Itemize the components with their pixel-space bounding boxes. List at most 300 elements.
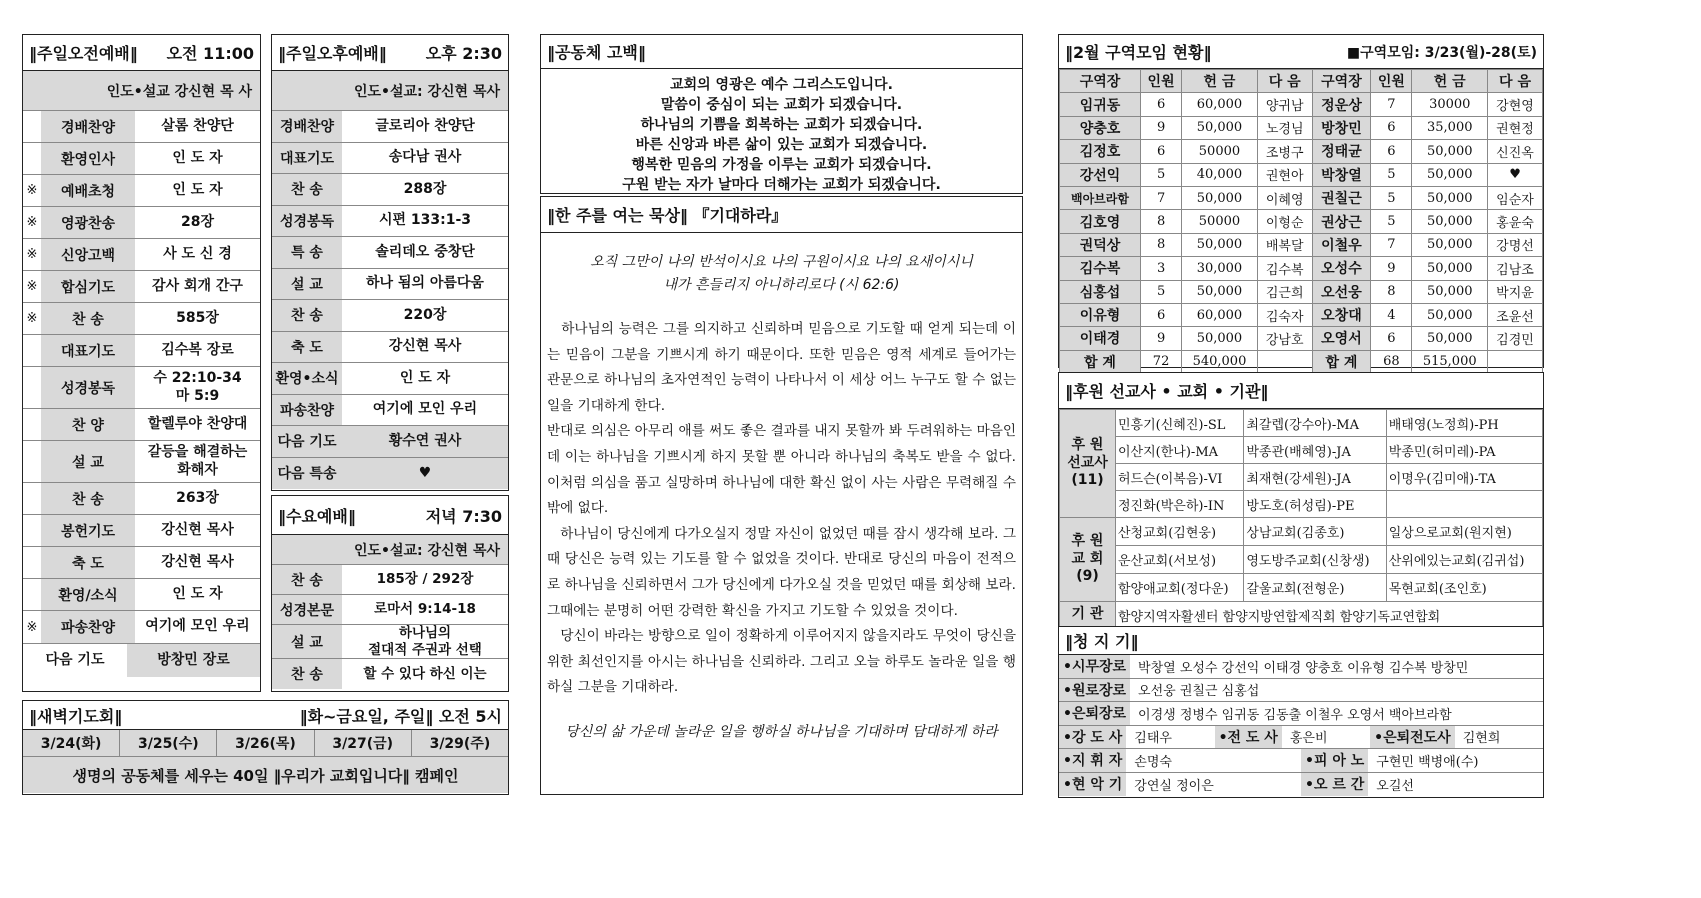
district-leader: 심홍섭	[1060, 280, 1141, 303]
pm-row-value: 인 도 자	[399, 369, 451, 386]
district-notice: ■구역모임: 3/23(월)-28(토)	[1346, 44, 1537, 61]
pm-program-row	[272, 458, 508, 490]
dawn-date: 3/24(화)	[23, 730, 120, 756]
district-cell: 6	[1371, 140, 1412, 163]
org-category: 기 관	[1060, 602, 1116, 629]
dawn-prayer-box	[22, 700, 509, 795]
pm-program	[272, 111, 508, 489]
pm-program-row	[272, 111, 508, 143]
am-row-label: 찬 송	[41, 483, 135, 514]
district-leader: 김수복	[1060, 257, 1141, 280]
district-col-header: 다 음	[1488, 70, 1543, 93]
am-program-row	[23, 483, 260, 515]
district-cell: 50,000	[1412, 257, 1488, 280]
district-cell: 노경님	[1257, 116, 1312, 139]
district-cell: 50,000	[1182, 280, 1258, 303]
district-cell: 조윤선	[1488, 303, 1543, 326]
district-cell: 50,000	[1182, 186, 1258, 209]
missionary-cell: 정진화(박은하)-IN	[1116, 491, 1244, 518]
district-total-cell	[1257, 350, 1312, 373]
district-total-row	[1060, 350, 1543, 373]
dawn-prayer-dates	[23, 730, 508, 757]
district-row	[1060, 93, 1543, 116]
district-cell: 50000	[1182, 140, 1258, 163]
missionary-cell: 박종관(배혜영)-JA	[1244, 437, 1386, 464]
am-row-label: 찬 양	[41, 409, 135, 440]
support-title: ‖후원 선교사 • 교회 • 기관‖	[1065, 382, 1269, 401]
meditation-paragraphs	[547, 317, 1021, 701]
meditation-paragraph: 반대로 의심은 아무리 애를 써도 좋은 결과를 내지 못할까 봐 두려워하는 마음인데 이는 하나님을 기쁘시게 하지 못할 뿐 아니라 하나님의 축복도 받을 수 없다. 이처럼 의심을 품고 실망하며 하나님에 대한 확신 없이 사는 사람은 무력해질 수밖에 없다.	[547, 423, 1021, 517]
am-next-label: 다음 기도	[45, 651, 105, 668]
am-row-value: 할렐루야 찬양대	[147, 415, 248, 432]
confession-line: 말씀이 중심이 되는 교회가 되겠습니다.	[660, 97, 903, 113]
church-cell: 목현교회(조인호)	[1386, 574, 1542, 602]
am-row-mark	[23, 441, 41, 482]
district-cell: 7	[1371, 233, 1412, 256]
pm-program-row	[272, 395, 508, 427]
district-row	[1060, 163, 1543, 186]
district-leader: 오영서	[1312, 327, 1371, 350]
church-row	[1060, 546, 1543, 574]
district-cell: 강명선	[1488, 233, 1543, 256]
district-cell: 양귀남	[1257, 93, 1312, 116]
officer-role-label: •현 악 기	[1059, 773, 1126, 797]
district-leader: 양충호	[1060, 116, 1141, 139]
officer-names: 오길선	[1376, 778, 1414, 794]
officer-role-label: •은퇴전도사	[1370, 726, 1455, 749]
campaign-banner: 생명의 공동체를 세우는 40일 ‖우리가 교회입니다‖ 캠페인	[23, 757, 508, 793]
district-cell: 50,000	[1412, 186, 1488, 209]
district-total-cell: 540,000	[1182, 350, 1258, 373]
missionary-cell: 최재현(강세원)-JA	[1244, 464, 1386, 491]
meditation-box	[540, 196, 1023, 795]
am-row-value: 585장	[176, 309, 219, 326]
officers-header	[1059, 627, 1543, 655]
officer-role-label: •원로장로	[1059, 679, 1130, 702]
am-row-mark	[23, 579, 41, 610]
am-row-label: 영광찬송	[41, 207, 135, 238]
pm-program-row	[272, 206, 508, 238]
am-row-label: 환영인사	[41, 143, 135, 174]
am-row-label: 신앙고백	[41, 239, 135, 270]
district-cell: 50,000	[1412, 210, 1488, 233]
district-cell: 홍윤숙	[1488, 210, 1543, 233]
district-total-cell: 515,000	[1412, 350, 1488, 373]
officer-role-label: •피 아 노	[1301, 749, 1368, 772]
am-row-label: 합심기도	[41, 271, 135, 302]
district-header	[1059, 35, 1543, 69]
dawn-date: 3/25(수)	[120, 730, 217, 756]
am-row-label: 환영/소식	[41, 579, 135, 610]
pm-program-row	[272, 237, 508, 269]
district-cell: 50,000	[1182, 116, 1258, 139]
district-cell: 50,000	[1182, 327, 1258, 350]
district-col-header: 인원	[1371, 70, 1412, 93]
pm-service-box	[271, 34, 509, 491]
pm-program-row	[272, 143, 508, 175]
pm-row-value: 강신현 목사	[388, 338, 462, 354]
pm-row-value: 여기에 모인 우리	[372, 401, 478, 417]
am-row-mark	[23, 483, 41, 514]
am-next-value: 방창민 장로	[127, 644, 260, 677]
district-cell: 50,000	[1412, 233, 1488, 256]
district-cell: 30000	[1412, 93, 1488, 116]
district-cell: 50,000	[1412, 280, 1488, 303]
church-row	[1060, 518, 1543, 546]
meditation-verse-line2: 내가 흔들리지 아니하리로다 (시 62:6)	[663, 277, 900, 293]
district-cell: ♥	[1488, 163, 1543, 186]
pm-row-value: 솔리데오 중창단	[375, 243, 475, 260]
district-cell: 김남조	[1488, 257, 1543, 280]
am-program-row	[23, 441, 260, 483]
am-program-row	[23, 111, 260, 143]
am-row-value: 인 도 자	[172, 181, 223, 198]
am-preacher: 인도•설교 강신현 목 사	[23, 71, 260, 111]
district-leader: 강선익	[1060, 163, 1141, 186]
district-cell: 5	[1140, 163, 1181, 186]
district-cell: 4	[1371, 303, 1412, 326]
meditation-verse-line1: 오직 그만이 나의 반석이시요 나의 구원이시요 나의 요새이시니	[590, 254, 973, 270]
district-col-header: 구역장	[1060, 70, 1141, 93]
am-row-value: 갈등을 해결하는 화해자	[147, 444, 248, 478]
district-leader: 김호영	[1060, 210, 1141, 233]
missionary-cell: 배태영(노정희)-PH	[1386, 410, 1542, 437]
confession-line: 하나님의 기쁨을 회복하는 교회가 되겠습니다.	[640, 117, 923, 133]
am-row-label: 성경봉독	[41, 367, 135, 408]
missionary-cell: 박종민(허미레)-PA	[1386, 437, 1542, 464]
am-row-value: 감사 회개 간구	[152, 277, 243, 294]
meditation-header	[541, 197, 1022, 233]
am-program-row	[23, 207, 260, 239]
support-box	[1058, 372, 1544, 628]
church-cell: 산위에있는교회(김귀섭)	[1386, 546, 1542, 574]
am-service-header	[23, 35, 260, 71]
am-program-row	[23, 271, 260, 303]
missionary-row	[1060, 437, 1543, 464]
district-cell: 8	[1140, 233, 1181, 256]
district-leader: 오선웅	[1312, 280, 1371, 303]
am-program-row	[23, 547, 260, 579]
am-row-mark: ※	[26, 311, 38, 326]
pm-row-label: 축 도	[272, 332, 342, 363]
district-total-cell	[1488, 350, 1543, 373]
wed-program-row	[272, 595, 508, 625]
officers-list	[1059, 655, 1543, 796]
officer-row	[1059, 655, 1543, 679]
wed-row-label: 찬 송	[272, 659, 342, 689]
district-leader: 이철우	[1312, 233, 1371, 256]
district-leader: 오창대	[1312, 303, 1371, 326]
am-row-mark: ※	[26, 619, 38, 635]
pm-row-label: 다음 특송	[272, 458, 342, 490]
district-leader: 백아브라함	[1060, 186, 1141, 209]
district-row	[1060, 140, 1543, 163]
am-row-mark	[23, 409, 41, 440]
missionary-category: 후 원 선교사 (11)	[1060, 410, 1116, 518]
district-cell: 5	[1371, 163, 1412, 186]
district-cell: 5	[1371, 210, 1412, 233]
am-row-value: 인 도 자	[172, 585, 223, 602]
missionary-cell: 최갈렙(강수아)-MA	[1244, 410, 1386, 437]
church-cell: 갈울교회(전형운)	[1244, 574, 1386, 602]
am-row-value: 강신현 목사	[161, 553, 234, 570]
wed-row-value: 할 수 있다 하신 이는	[363, 665, 487, 682]
district-cell: 5	[1371, 186, 1412, 209]
pm-row-label: 파송찬양	[272, 395, 342, 426]
am-row-value: 여기에 모인 우리	[145, 618, 250, 635]
district-leader: 오성수	[1312, 257, 1371, 280]
district-cell: 7	[1371, 93, 1412, 116]
pm-program-row	[272, 269, 508, 301]
am-next-prayer	[23, 643, 260, 677]
district-cell: 60,000	[1182, 93, 1258, 116]
district-col-header: 헌 금	[1412, 70, 1488, 93]
pm-row-label: 설 교	[272, 269, 342, 300]
pm-service-header	[272, 35, 508, 71]
pm-row-value: 288장	[403, 180, 447, 197]
am-row-mark: ※	[26, 183, 38, 198]
officer-names: 구현민 백병애(수)	[1376, 754, 1479, 770]
pm-row-label: 다음 기도	[272, 426, 342, 457]
district-cell: 60,000	[1182, 303, 1258, 326]
dawn-prayer-title: ‖새벽기도회‖	[29, 706, 123, 726]
am-row-label: 파송찬양	[41, 611, 135, 643]
wed-service-time: 저녁 7:30	[425, 506, 502, 526]
officer-names: 손명숙	[1134, 754, 1172, 770]
district-col-header: 구역장	[1312, 70, 1371, 93]
district-col-header: 헌 금	[1182, 70, 1258, 93]
am-row-value: 263장	[176, 489, 219, 506]
officer-row	[1059, 749, 1543, 773]
confession-box	[540, 34, 1023, 194]
pm-row-label: 찬 송	[272, 300, 342, 331]
officer-names: 박창열 오성수 강선익 이태경 양충호 이유형 김수복 방창민	[1138, 660, 1469, 676]
district-table	[1059, 69, 1543, 374]
church-cell: 일상으로교회(원지현)	[1386, 518, 1542, 546]
district-cell: 8	[1140, 210, 1181, 233]
district-total-cell: 합 계	[1060, 350, 1141, 373]
am-row-label: 봉헌기도	[41, 515, 135, 546]
district-cell: 8	[1371, 280, 1412, 303]
pm-row-value: 글로리아 찬양단	[375, 117, 475, 134]
pm-row-label: 경배찬양	[272, 111, 342, 142]
district-cell: 6	[1371, 327, 1412, 350]
officer-names: 김태우	[1134, 731, 1172, 747]
district-cell: 신진옥	[1488, 140, 1543, 163]
am-service-time: 오전 11:00	[166, 44, 254, 63]
officer-role-label: •시무장로	[1059, 655, 1130, 678]
district-cell: 35,000	[1412, 116, 1488, 139]
am-service-box	[22, 34, 261, 692]
org-list: 함양지역자활센터 함양지방연합제직회 함양기독교연합회	[1116, 602, 1543, 629]
pm-row-label: 찬 송	[272, 174, 342, 205]
district-leader: 임귀동	[1060, 93, 1141, 116]
pm-program-row	[272, 174, 508, 206]
pm-service-time: 오후 2:30	[425, 44, 502, 63]
church-cell: 운산교회(서보성)	[1116, 546, 1244, 574]
district-leader: 권칠근	[1312, 186, 1371, 209]
pm-row-label: 대표기도	[272, 143, 342, 174]
district-leader: 이태경	[1060, 327, 1141, 350]
district-leader: 방창민	[1312, 116, 1371, 139]
am-row-value: 인 도 자	[172, 149, 223, 166]
am-program-row	[23, 143, 260, 175]
confession-title: ‖공동체 고백‖	[547, 43, 646, 62]
district-cell: 50,000	[1412, 163, 1488, 186]
district-leader: 권상근	[1312, 210, 1371, 233]
wed-program-row	[272, 659, 508, 689]
district-cell: 9	[1371, 257, 1412, 280]
district-cell: 6	[1140, 303, 1181, 326]
district-cell: 6	[1371, 116, 1412, 139]
wed-service-title: ‖수요예배‖	[278, 506, 356, 526]
district-cell: 7	[1140, 186, 1181, 209]
officer-role-label: •전 도 사	[1215, 726, 1282, 749]
officer-row	[1059, 702, 1543, 726]
pm-row-value: ♥	[342, 458, 508, 490]
district-row	[1060, 303, 1543, 326]
am-row-value: 강신현 목사	[161, 521, 234, 538]
district-cell: 9	[1140, 327, 1181, 350]
pm-row-label: 특 송	[272, 237, 342, 268]
district-table-header	[1060, 70, 1543, 93]
church-row	[1060, 574, 1543, 602]
district-row	[1060, 116, 1543, 139]
am-row-mark: ※	[26, 247, 38, 262]
wed-preacher: 인도•설교: 강신현 목사	[272, 535, 508, 565]
am-row-label: 설 교	[41, 441, 135, 482]
officer-names: 오선웅 권칠근 심홍섭	[1138, 684, 1260, 700]
am-program-row	[23, 367, 260, 409]
pm-row-value: 220장	[403, 306, 447, 323]
meditation-paragraph: 하나님이 당신에게 다가오실지 정말 자신이 없었던 때를 잠시 생각해 보라. 그때 당신은 능력 있는 기도를 할 수 없었을 것이다. 반대로 당신의 마음이 전적으로 하나님을 신뢰하면서 그가 당신에게 다가오실 것을 믿었던 때를 회상해 보라. 그때에는 분명히 어떤 강력한 확신을 가지고 기도할 수 있었을 것이다.	[547, 525, 1021, 619]
district-row	[1060, 257, 1543, 280]
am-program-row	[23, 579, 260, 611]
am-row-value: 28장	[180, 213, 214, 230]
district-leader: 정운상	[1312, 93, 1371, 116]
district-cell: 6	[1140, 140, 1181, 163]
district-cell: 배복달	[1257, 233, 1312, 256]
am-row-label: 찬 송	[41, 303, 135, 334]
district-total-cell: 68	[1371, 350, 1412, 373]
district-cell: 김숙자	[1257, 303, 1312, 326]
district-cell: 40,000	[1182, 163, 1258, 186]
confession-line: 구원 받는 자가 날마다 더해가는 교회가 되겠습니다.	[622, 177, 941, 193]
am-row-label: 경배찬양	[41, 111, 135, 142]
officer-names: 홍은비	[1289, 731, 1328, 747]
dawn-date: 3/27(금)	[315, 730, 412, 756]
am-row-mark	[23, 367, 41, 408]
district-row	[1060, 280, 1543, 303]
am-service-title: ‖주일오전예배‖	[29, 44, 138, 63]
wed-program-row	[272, 565, 508, 595]
support-header	[1059, 373, 1543, 409]
officer-row	[1059, 726, 1543, 750]
officer-names: 강연실 정이은	[1134, 778, 1214, 794]
district-leader: 이유형	[1060, 303, 1141, 326]
district-cell: 30,000	[1182, 257, 1258, 280]
am-row-mark	[23, 515, 41, 546]
district-cell: 50000	[1182, 210, 1258, 233]
district-cell: 50,000	[1182, 233, 1258, 256]
wed-row-label: 설 교	[272, 625, 342, 658]
pm-program-row	[272, 363, 508, 395]
district-total-cell: 72	[1140, 350, 1181, 373]
missionary-cell: 이명우(김미애)-TA	[1386, 464, 1542, 491]
district-cell: 50,000	[1412, 140, 1488, 163]
wed-row-label: 성경본문	[272, 595, 342, 624]
dawn-prayer-header	[23, 701, 508, 730]
district-cell: 5	[1140, 280, 1181, 303]
district-row	[1060, 233, 1543, 256]
district-cell: 조병구	[1257, 140, 1312, 163]
district-cell: 6	[1140, 93, 1181, 116]
church-cell: 영도방주교회(신창생)	[1244, 546, 1386, 574]
officer-names: 이경생 정병수 임귀동 김동출 이철우 오영서 백아브라함	[1138, 707, 1452, 723]
am-program-row	[23, 611, 260, 643]
district-row	[1060, 327, 1543, 350]
confession-line: 교회의 영광은 예수 그리스도입니다.	[670, 77, 893, 93]
church-cell: 함양애교회(정다운)	[1116, 574, 1244, 602]
officer-role-label: •오 르 간	[1301, 773, 1368, 797]
pm-row-value: 하나 됨의 아름다움	[366, 275, 484, 291]
wed-row-value: 로마서 9:14-18	[374, 601, 476, 618]
support-table	[1059, 409, 1543, 629]
meditation-paragraph: 당신이 바라는 방향으로 일이 정확하게 이루어지지 않을지라도 무엇이 당신을 위한 최선인지를 아시는 하나님을 신뢰하라. 그리고 오늘 하루도 놀라운 일을 행하실 그분을 기대하라.	[547, 628, 1021, 696]
confession-text	[541, 69, 1022, 195]
district-table-body	[1060, 93, 1543, 374]
am-row-value: 김수복 장로	[161, 341, 234, 358]
wed-program	[272, 565, 508, 689]
district-col-header: 다 음	[1257, 70, 1312, 93]
missionary-cell: 허드슨(이복음)-VI	[1116, 464, 1244, 491]
am-program-row	[23, 409, 260, 441]
district-title: ‖2월 구역모임 현황‖	[1065, 43, 1212, 62]
am-program-row	[23, 335, 260, 367]
pm-program-row	[272, 426, 508, 458]
am-row-label: 축 도	[41, 547, 135, 578]
district-leader: 정태균	[1312, 140, 1371, 163]
wed-row-value: 하나님의 절대적 주권과 선택	[368, 624, 482, 658]
missionary-row	[1060, 491, 1543, 518]
officers-title: ‖청 지 기‖	[1065, 632, 1139, 651]
district-cell: 김경민	[1488, 327, 1543, 350]
am-row-label: 예배초청	[41, 175, 135, 206]
district-box	[1058, 34, 1544, 371]
confession-header	[541, 35, 1022, 69]
confession-line: 바른 신앙과 바른 삶이 있는 교회가 되겠습니다.	[635, 137, 928, 153]
dawn-date: 3/29(주)	[412, 730, 508, 756]
am-program-row	[23, 515, 260, 547]
district-leader: 김정호	[1060, 140, 1141, 163]
missionary-row	[1060, 410, 1543, 437]
missionary-cell: 방도호(허성림)-PE	[1244, 491, 1386, 518]
district-cell: 50,000	[1412, 303, 1488, 326]
district-cell: 임순자	[1488, 186, 1543, 209]
pm-program-row	[272, 300, 508, 332]
am-row-value: 수 22:10-34 마 5:9	[153, 370, 242, 404]
am-row-mark	[23, 547, 41, 578]
am-row-mark	[23, 111, 41, 142]
am-program-row	[23, 303, 260, 335]
pm-program-row	[272, 332, 508, 364]
pm-preacher: 인도•설교: 강신현 목사	[272, 71, 508, 111]
officer-role-label: •강 도 사	[1059, 726, 1126, 749]
pm-row-value: 송다남 권사	[388, 149, 462, 165]
district-cell: 강현영	[1488, 93, 1543, 116]
meditation-paragraph: 하나님의 능력은 그를 의지하고 신뢰하며 믿음으로 기도할 때 얻게 되는데 이는 믿음이 그분을 기쁘시게 하기 때문이다. 또한 믿음은 영적 세계로 들어가는 관문으로 하나님의 초자연적인 능력이 나타나서 이 세상 어느 누구도 할 수 없는 일을 기대하게 한다.	[547, 321, 1021, 414]
meditation-body	[541, 233, 1022, 744]
